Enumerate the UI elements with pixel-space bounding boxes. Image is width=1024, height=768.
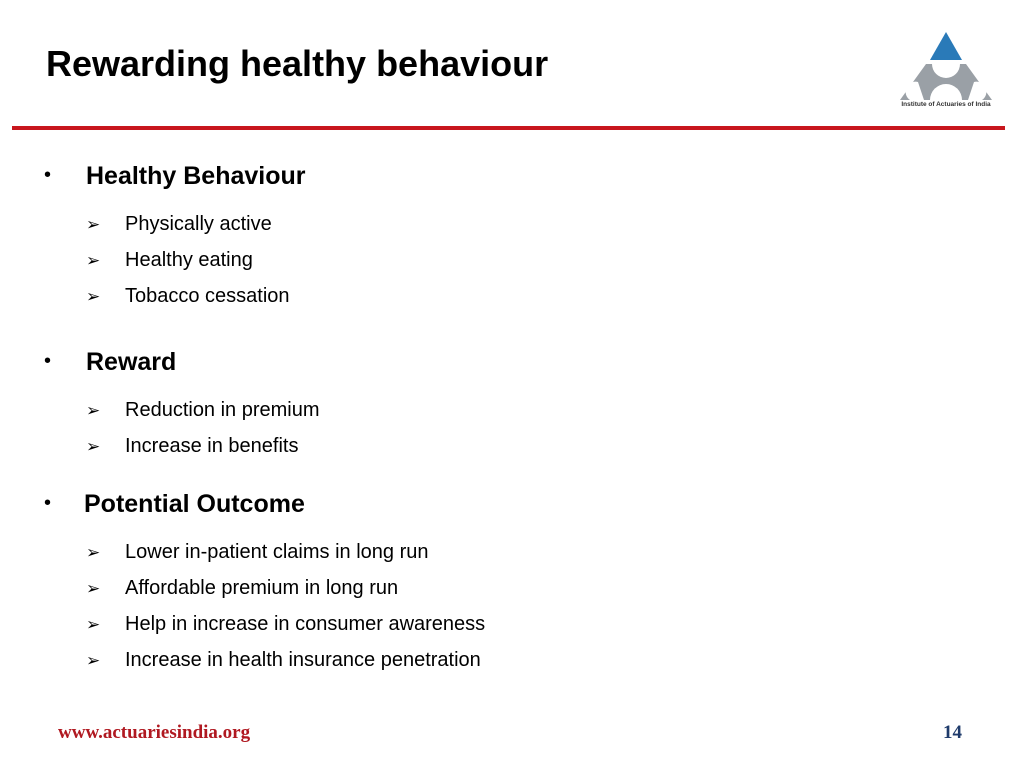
slide-title: Rewarding healthy behaviour bbox=[46, 43, 549, 84]
arrow-bullet-icon: ➢ bbox=[86, 579, 101, 598]
bullet-icon: • bbox=[44, 350, 52, 372]
list-item: ➢ Lower in-patient claims in long run bbox=[86, 534, 485, 570]
arrow-bullet-icon: ➢ bbox=[86, 215, 101, 234]
arrow-bullet-icon: ➢ bbox=[86, 401, 101, 420]
list-item: ➢ Increase in health insurance penetration bbox=[86, 642, 485, 678]
arrow-bullet-icon: ➢ bbox=[86, 251, 101, 270]
page-number: 14 bbox=[943, 722, 962, 743]
list-item: ➢ Reduction in premium bbox=[86, 392, 320, 428]
bullet-icon: • bbox=[44, 492, 52, 514]
arrow-bullet-icon: ➢ bbox=[86, 651, 101, 670]
list-item: ➢ Physically active bbox=[86, 206, 290, 242]
section-heading: Healthy Behaviour bbox=[86, 162, 306, 190]
title-divider bbox=[12, 126, 1005, 130]
section-item-list bbox=[86, 206, 290, 314]
list-item: ➢ Increase in benefits bbox=[86, 428, 320, 464]
logo-caption: Institute of Actuaries of India bbox=[901, 101, 991, 108]
list-item: ➢ Help in increase in consumer awareness bbox=[86, 606, 485, 642]
bullet-icon: • bbox=[44, 164, 52, 186]
arrow-bullet-icon: ➢ bbox=[86, 437, 101, 456]
institute-logo bbox=[896, 30, 996, 112]
list-item: ➢ Healthy eating bbox=[86, 242, 290, 278]
section-item-list bbox=[86, 534, 485, 678]
list-item: ➢ Affordable premium in long run bbox=[86, 570, 485, 606]
section-item-list bbox=[86, 392, 320, 464]
footer-website-url[interactable]: www.actuariesindia.org bbox=[58, 722, 251, 743]
triangle-logo-icon bbox=[896, 30, 996, 100]
section-heading: Potential Outcome bbox=[84, 490, 305, 518]
arrow-bullet-icon: ➢ bbox=[86, 543, 101, 562]
arrow-bullet-icon: ➢ bbox=[86, 615, 101, 634]
section-heading: Reward bbox=[86, 348, 177, 376]
arrow-bullet-icon: ➢ bbox=[86, 287, 101, 306]
list-item: ➢ Tobacco cessation bbox=[86, 278, 290, 314]
